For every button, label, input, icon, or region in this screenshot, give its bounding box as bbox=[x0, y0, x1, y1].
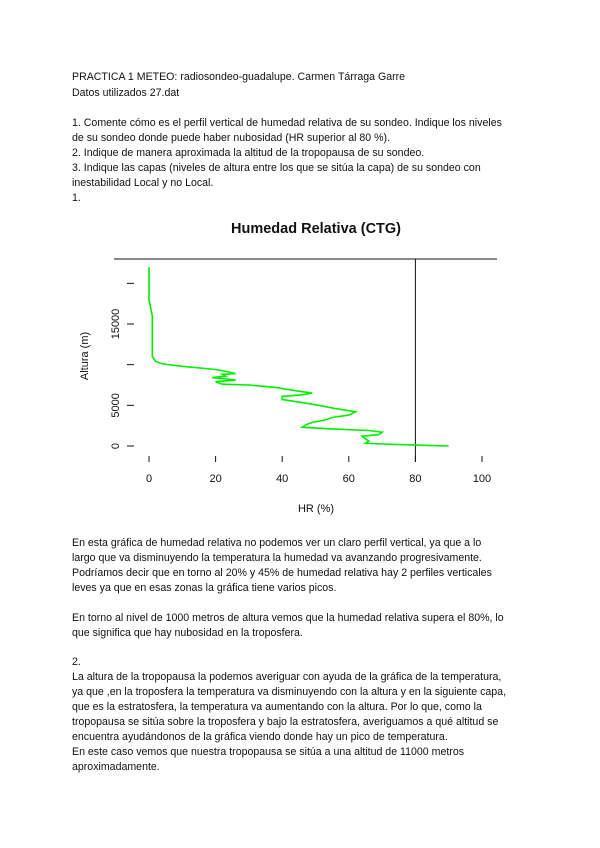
paragraph-3-line-1: La altura de la tropopausa la podemos averiguar con ayuda de la gráfica de la temperatura, bbox=[72, 671, 502, 683]
answer-2-marker: 2. bbox=[72, 656, 81, 668]
paragraph-3-line-6: En este caso vemos que nuestra tropopausa se sitúa a una altitud de 11000 metros bbox=[72, 746, 465, 758]
paragraph-3-line-2: ya que ,en la troposfera la temperatura va disminuyendo con la altura y en la siguiente capa, bbox=[72, 686, 507, 698]
question-1-line-1: 1. Comente cómo es el perfil vertical de humedad relativa de su sondeo. Indique los niveles bbox=[72, 117, 502, 129]
paragraph-3-line-7: aproximadamente. bbox=[72, 761, 160, 773]
y-tick-label-0: 0 bbox=[110, 442, 122, 450]
x-tick-label-0: 0 bbox=[145, 473, 153, 485]
question-3-line-1: 3. Indique las capas (niveles de altura entre los que se sitúa la capa) de su sondeo con bbox=[72, 162, 481, 174]
header-line-1: PRACTICA 1 METEO: radiosondeo-guadalupe. Carmen Tárraga Garre bbox=[72, 71, 406, 83]
paragraph-2-line-1: En torno al nivel de 1000 metros de altura vemos que la humedad relativa supera el 80%, lo bbox=[72, 612, 504, 624]
x-axis bbox=[146, 456, 491, 485]
chart-title: Humedad Relativa (CTG) bbox=[231, 221, 401, 237]
y-tick-label-15000: 15000 bbox=[110, 308, 122, 340]
y-tick-label-5000: 5000 bbox=[110, 393, 122, 418]
x-axis-label: HR (%) bbox=[297, 503, 335, 515]
x-tick-label-60: 60 bbox=[342, 473, 355, 485]
y-axis-label: Altura (m) bbox=[79, 331, 91, 381]
paragraph-2-line-2: que significa que hay nubosidad en la troposfera. bbox=[72, 627, 303, 639]
paragraph-3-line-3: que es la estratosfera, la temperatura va aumentando con la altura. Por lo que, como la bbox=[72, 701, 482, 713]
x-tick-label-20: 20 bbox=[209, 473, 222, 485]
x-tick-label-100: 100 bbox=[472, 473, 492, 485]
x-tick-label-80: 80 bbox=[409, 473, 422, 485]
paragraph-1-line-4: leves ya que en esas zonas la gráfica tiene varios picos. bbox=[72, 582, 337, 594]
y-axis bbox=[110, 283, 134, 449]
paragraph-3-line-4: tropopausa se sitúa sobre la troposfera y bajo la estratosfera, averiguamos a qué altitud se bbox=[72, 716, 499, 728]
humidity-series-line bbox=[149, 267, 449, 446]
paragraph-3-line-5: encuentra ayudándonos de la gráfica viendo donde hay un pico de temperatura. bbox=[72, 731, 448, 743]
header-line-2: Datos utilizados 27.dat bbox=[72, 87, 180, 99]
question-1-line-2: de su sondeo donde puede haber nubosidad (HR superior al 80 %). bbox=[72, 132, 391, 144]
paragraph-1-line-3: Podríamos decir que en torno al 20% y 45% de humedad relativa hay 2 perfiles verticales bbox=[72, 567, 492, 579]
answer-1-marker: 1. bbox=[72, 192, 81, 204]
paragraph-1-line-2: largo que va disminuyendo la temperatura la humedad va avanzando progresivamente. bbox=[72, 552, 482, 564]
paragraph-1-line-1: En esta gráfica de humedad relativa no podemos ver un claro perfil vertical, ya que a lo bbox=[72, 537, 482, 549]
question-3-line-2: inestabilidad Local y no Local. bbox=[72, 177, 214, 189]
x-tick-label-40: 40 bbox=[276, 473, 289, 485]
question-2: 2. Indique de manera aproximada la altitud de la tropopausa de su sondeo. bbox=[72, 147, 425, 159]
